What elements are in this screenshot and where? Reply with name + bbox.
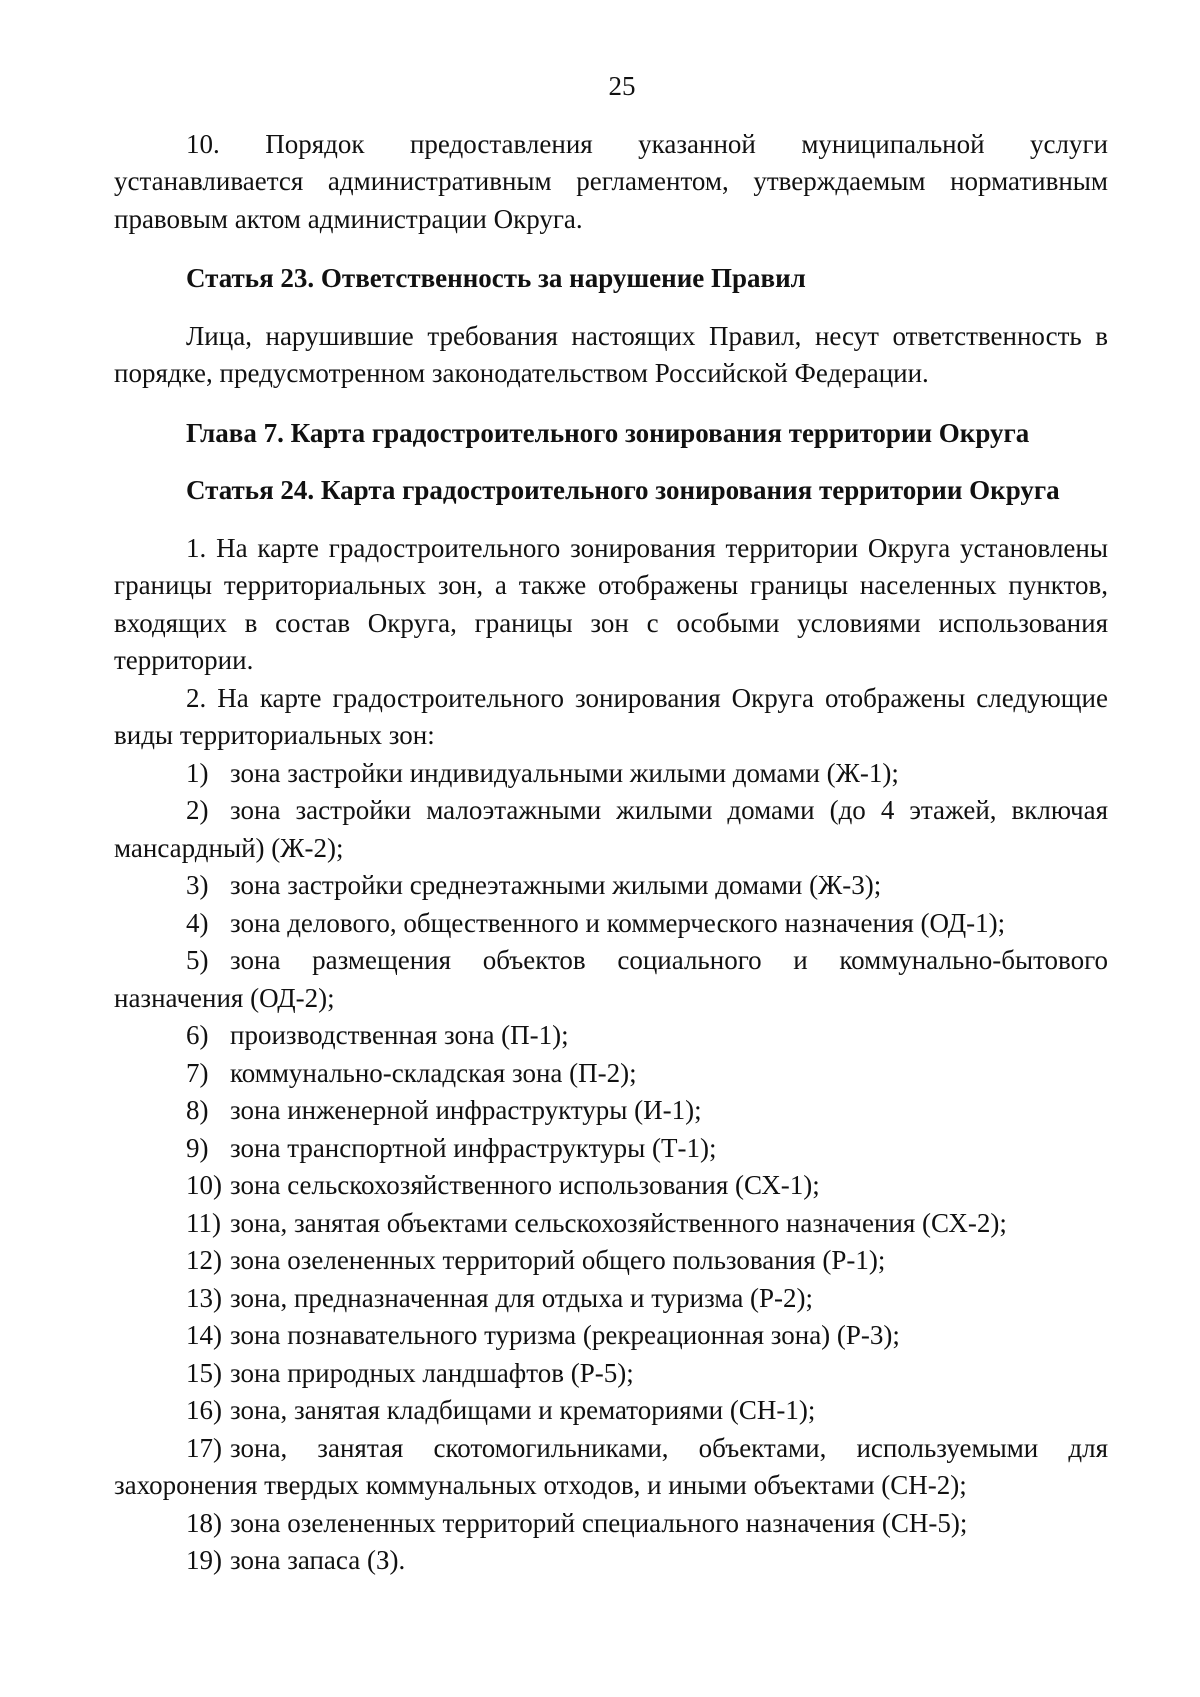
list-item-number: 4) bbox=[186, 907, 209, 938]
intro-paragraph: 10. Порядок предоставления указанной муниципальной услуги устанавливается административным регламентом, утверждаемым нормативным правовым актом администрации Округа. bbox=[114, 128, 1108, 234]
list-item-text: зона, предназначенная для отдыха и туризма (Р-2); bbox=[230, 1282, 814, 1313]
zone-list-item bbox=[114, 1542, 1108, 1580]
zone-list-item bbox=[114, 1092, 1108, 1130]
list-item-text: зона размещения объектов социального и коммунально-бытового назначения (ОД-2); bbox=[114, 945, 1108, 1013]
list-item-number: 12) bbox=[186, 1245, 222, 1275]
article-23-heading: Статья 23. Ответственность за нарушение Правил bbox=[186, 263, 806, 293]
list-item-text: производственная зона (П-1); bbox=[230, 1020, 569, 1050]
zone-list-item bbox=[114, 1017, 1108, 1055]
list-item-number: 7) bbox=[186, 1057, 209, 1088]
list-item-text: зона транспортной инфраструктуры (Т-1); bbox=[230, 1132, 717, 1163]
list-item-text: зона застройки малоэтажными жилыми домами (до 4 этажей, включая мансардный) (Ж-2); bbox=[114, 795, 1108, 863]
list-item-text: коммунально-складская зона (П-2); bbox=[230, 1057, 637, 1088]
list-item-text: зона, занятая скотомогильниками, объектами, используемыми для захоронения твердых коммунальных отходов, и иными объектами (СН-2); bbox=[114, 1432, 1108, 1500]
list-item-number: 13) bbox=[186, 1282, 222, 1313]
zone-list-item bbox=[114, 1505, 1108, 1543]
zone-list-item bbox=[114, 1430, 1108, 1505]
zone-list-item bbox=[114, 1167, 1108, 1205]
list-item-number: 19) bbox=[186, 1545, 222, 1575]
zone-list-item bbox=[114, 942, 1108, 1017]
list-item-number: 11) bbox=[186, 1207, 221, 1238]
list-item-text: зона сельскохозяйственного использования (СХ-1); bbox=[230, 1170, 820, 1200]
zone-list-item bbox=[114, 867, 1108, 905]
zone-list-item bbox=[114, 1392, 1108, 1430]
zone-list bbox=[114, 755, 1108, 1580]
article-24-paragraph-1: 1. На карте градостроительного зонирования территории Округа установлены границы территориальных зон, а также отображены границы населенных пунктов, входящих в состав Округа, границы зон с особыми условиями использования территории. bbox=[114, 532, 1108, 675]
zone-list-item bbox=[114, 1280, 1108, 1318]
list-item-number: 1) bbox=[186, 757, 209, 788]
zone-list-item bbox=[114, 1317, 1108, 1355]
list-item-number: 18) bbox=[186, 1507, 222, 1538]
zone-list-item bbox=[114, 1355, 1108, 1393]
chapter-7-heading: Глава 7. Карта градостроительного зонирования территории Округа bbox=[186, 417, 1030, 448]
list-item-number: 14) bbox=[186, 1320, 222, 1350]
list-item-text: зона, занятая объектами сельскохозяйственного назначения (СХ-2); bbox=[230, 1207, 1007, 1238]
list-item-text: зона природных ландшафтов (Р-5); bbox=[230, 1357, 634, 1388]
list-item-number: 2) bbox=[186, 795, 209, 825]
list-item-text: зона озелененных территорий специального назначения (СН-5); bbox=[230, 1507, 968, 1538]
list-item-text: зона инженерной инфраструктуры (И-1); bbox=[230, 1095, 702, 1125]
zone-list-item bbox=[114, 755, 1108, 793]
zone-list-item bbox=[114, 1242, 1108, 1280]
list-item-text: зона, занятая кладбищами и крематориями (СН-1); bbox=[230, 1395, 816, 1425]
list-item-number: 16) bbox=[186, 1395, 222, 1425]
list-item-number: 9) bbox=[186, 1132, 209, 1163]
list-item-number: 17) bbox=[186, 1432, 222, 1463]
list-item-text: зона застройки среднеэтажными жилыми домами (Ж-3); bbox=[230, 870, 882, 900]
list-item-text: зона запаса (З). bbox=[230, 1545, 406, 1575]
list-item-number: 6) bbox=[186, 1020, 209, 1050]
list-item-number: 5) bbox=[186, 945, 209, 975]
zone-list-item bbox=[114, 1205, 1108, 1243]
zone-list-item bbox=[114, 792, 1108, 867]
zone-list-item bbox=[114, 1055, 1108, 1093]
zone-list-item bbox=[114, 905, 1108, 943]
article-24-heading: Статья 24. Карта градостроительного зонирования территории Округа bbox=[186, 475, 1060, 505]
zone-list-item bbox=[114, 1130, 1108, 1168]
list-item-number: 10) bbox=[186, 1170, 222, 1200]
list-item-text: зона делового, общественного и коммерческого назначения (ОД-1); bbox=[230, 907, 1006, 938]
list-item-text: зона озелененных территорий общего пользования (Р-1); bbox=[230, 1245, 886, 1275]
list-item-number: 15) bbox=[186, 1357, 222, 1388]
article-23-text: Лица, нарушившие требования настоящих Правил, несут ответственность в порядке, предусмотренном законодательством Российской Федерации. bbox=[114, 320, 1108, 388]
list-item-text: зона застройки индивидуальными жилыми домами (Ж-1); bbox=[230, 757, 899, 788]
article-24-paragraph-2: 2. На карте градостроительного зонирования Округа отображены следующие виды территориальных зон: bbox=[114, 682, 1108, 750]
page-number: 25 bbox=[608, 71, 636, 101]
list-item-number: 8) bbox=[186, 1095, 209, 1125]
list-item-text: зона познавательного туризма (рекреационная зона) (Р-3); bbox=[230, 1320, 900, 1350]
list-item-number: 3) bbox=[186, 870, 209, 900]
